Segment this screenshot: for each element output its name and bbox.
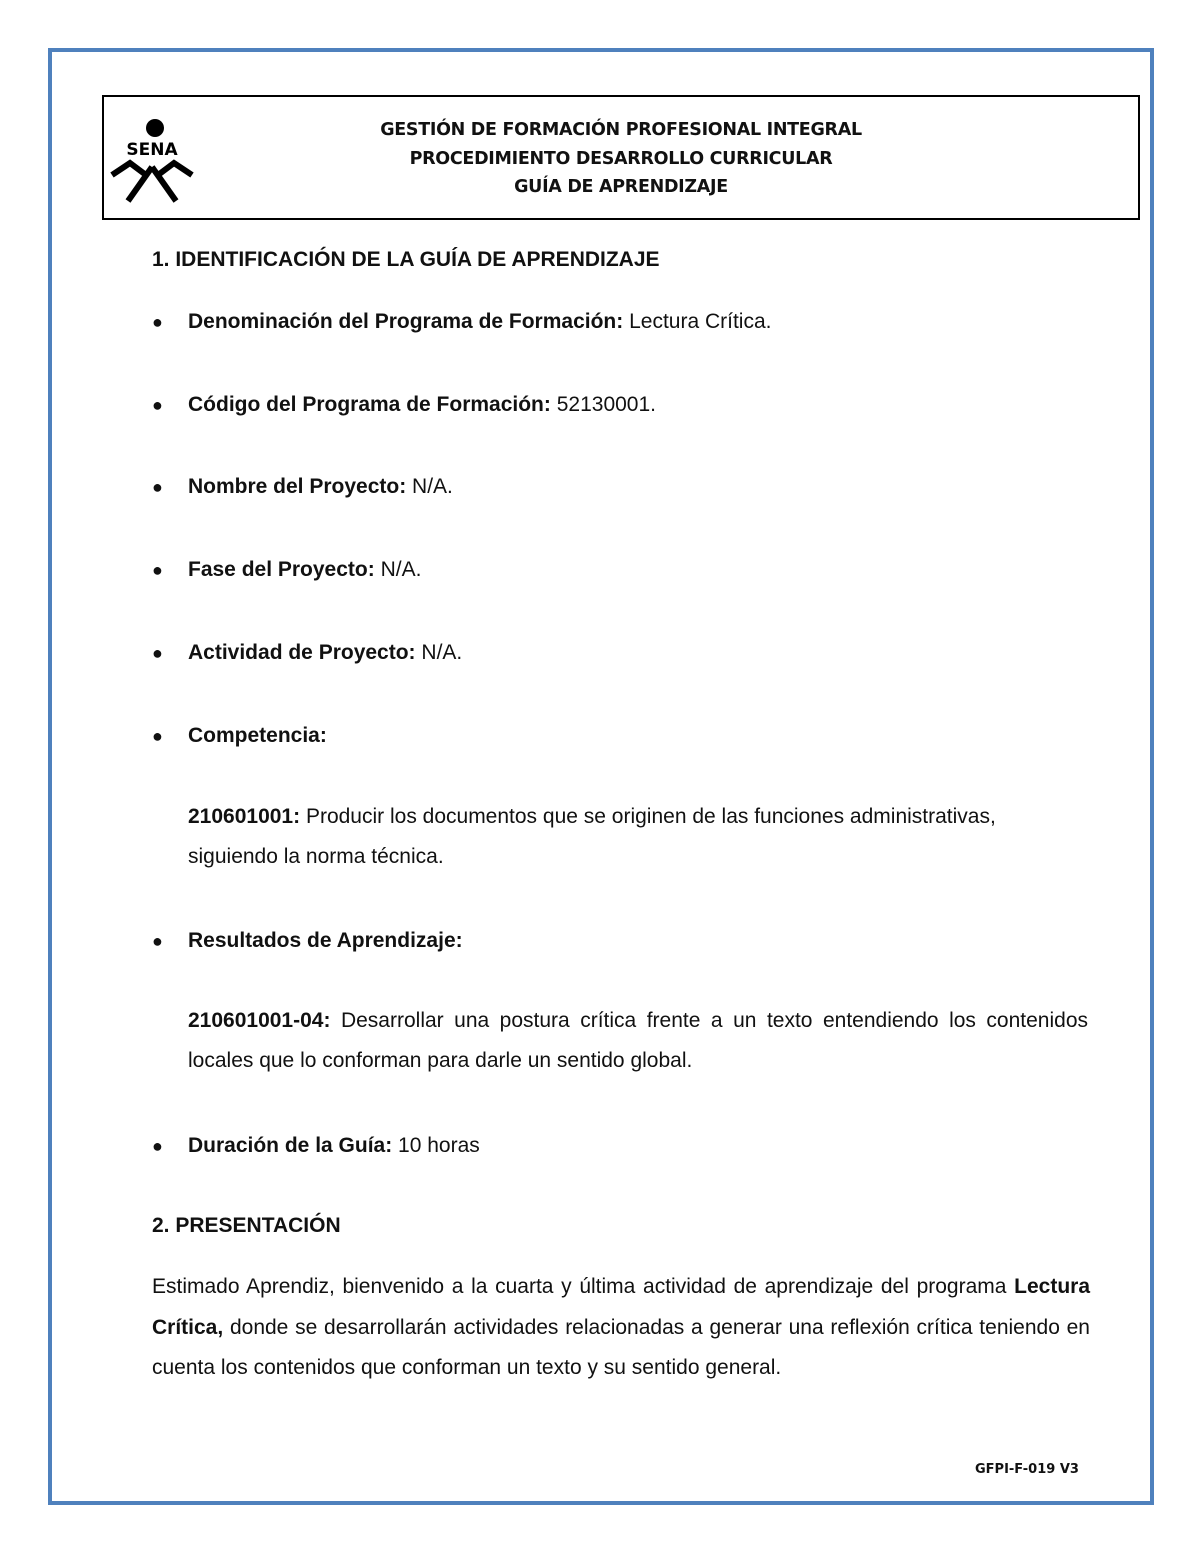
presentation-text-start: Estimado Aprendiz, bienvenido a la cuarta y última actividad de aprendizaje del programa: [152, 1275, 1015, 1298]
presentation-program-name: Lectura Crítica,: [152, 1275, 1090, 1339]
bullet-icon: ●: [152, 726, 163, 746]
item-label: Fase del Proyecto:: [188, 558, 375, 581]
item-label: Código del Programa de Formación:: [188, 393, 551, 416]
item-label: Duración de la Guía:: [188, 1134, 393, 1157]
item-label: Resultados de Aprendizaje:: [188, 929, 463, 952]
item-value: N/A.: [415, 641, 463, 664]
section-2-title: 2. PRESENTACIÓN: [152, 1214, 341, 1237]
item-value: 52130001.: [550, 393, 656, 416]
bullet-icon: ●: [152, 477, 163, 497]
form-code: GFPI-F-019 V3: [975, 1462, 1079, 1477]
competencia-code: 210601001:: [188, 805, 301, 828]
item-label: Denominación del Programa de Formación:: [188, 310, 624, 333]
header-line-3: GUÍA DE APRENDIZAJE: [514, 177, 728, 197]
header-title-block: [104, 116, 1138, 202]
item-value: N/A.: [406, 475, 453, 498]
resultado-text: [188, 1001, 1088, 1081]
bullet-icon: ●: [152, 1136, 163, 1156]
presentation-text-end: donde se desarrollarán actividades relacionadas a generar una reflexión crítica teniendo en cuenta los contenidos que conforman un texto y su sentido general.: [152, 1315, 1090, 1379]
bullet-icon: ●: [152, 643, 163, 663]
competencia-text: [188, 797, 1088, 877]
item-value: N/A.: [374, 558, 422, 581]
item-label: Actividad de Proyecto:: [188, 641, 416, 664]
section-1-title: 1. IDENTIFICACIÓN DE LA GUÍA DE APRENDIZAJE: [152, 248, 660, 271]
bullet-icon: ●: [152, 560, 163, 580]
header-line-1: GESTIÓN DE FORMACIÓN PROFESIONAL INTEGRAL: [380, 120, 862, 140]
item-value: Lectura Crítica.: [623, 310, 772, 333]
item-label: Nombre del Proyecto:: [188, 475, 407, 498]
header-line-2: PROCEDIMIENTO DESARROLLO CURRICULAR: [409, 148, 833, 169]
item-label: Competencia:: [188, 724, 327, 747]
bullet-icon: ●: [152, 395, 163, 415]
document-header: [102, 95, 1140, 220]
bullet-icon: ●: [152, 931, 163, 951]
presentation-paragraph: [152, 1267, 1090, 1389]
bullet-icon: ●: [152, 312, 163, 332]
item-value: 10 horas: [392, 1134, 480, 1157]
competencia-description: Producir los documentos que se originen de las funciones administrativas, siguiendo la norma técnica.: [188, 805, 996, 868]
resultado-code: 210601001-04:: [188, 1009, 331, 1032]
resultado-description: Desarrollar una postura crítica frente a un texto entendiendo los contenidos locales que lo conforman para darle un sentido global.: [188, 1009, 1088, 1072]
svg-text:SENA: SENA: [126, 140, 178, 160]
